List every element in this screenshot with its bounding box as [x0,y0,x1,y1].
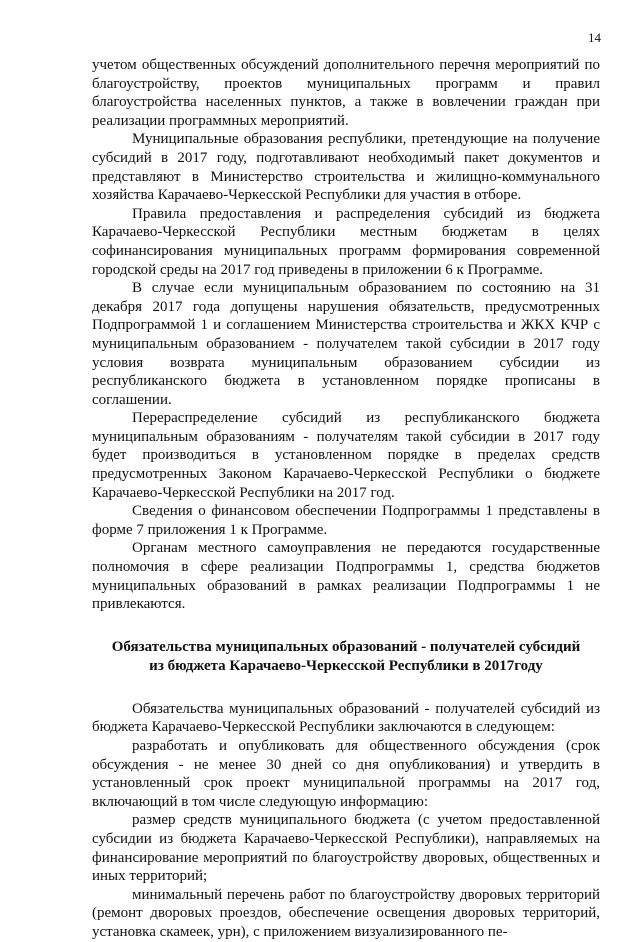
paragraph: Органам местного самоуправления не передаются государственные полномочия в сфере реализации Подпрограммы 1, средства бюджетов муниципальных образований в рамках реализации Подпрограммы 1 не привлекаются. [92,540,600,613]
section-heading-line: Обязательства муниципальных образований - получателей субсидий [111,638,581,655]
paragraph: Обязательства муниципальных образований - получателей субсидий из бюджета Карачаево-Черкесской Республики заключаются в следующем: [92,700,600,736]
paragraph: Правила предоставления и распределения субсидий из бюджета Карачаево-Черкесской Республики местным бюджетам в целях софинансирования муниципальных программ формирования современной городской среды на 2017 год приведены в приложении 6 к Программе. [92,205,600,278]
paragraph: В случае если муниципальным образованием по состоянию на 31 декабря 2017 года допущены нарушения обязательств, предусмотренных Подпрограммой 1 и соглашением Министерства строительства и ЖКХ КЧР с муниципальным образованием - получателем такой субсидии в 2017 году условия возврата муниципальным образованием субсидии из республиканского бюджета в установленном порядке прописаны в соглашении. [92,280,600,408]
document-body [92,56,600,942]
paragraph: учетом общественных обсуждений дополнительного перечня мероприятий по благоустройству, проектов муниципальных программ и правил благоустройства населенных пунктов, а также в вовлечении граждан при реализации программных мероприятий. [92,57,600,129]
paragraph: Перераспределение субсидий из республиканского бюджета муниципальным образованиям - получателям такой субсидии в 2017 году будет производиться в установленном порядке в пределах средств предусмотренных Законом Карачаево-Черкесской Республики о бюджете Карачаево-Черкесской Республики на 2017 год. [92,410,600,501]
paragraph: размер средств муниципального бюджета (с учетом предоставленной субсидии из бюджета Карачаево-Черкесской Республики), направляемых на финансирование мероприятий по благоустройству дворовых, общественных и иных территорий; [92,812,600,885]
section-heading [92,638,600,676]
page-number: 14 [588,30,601,45]
paragraph: минимальный перечень работ по благоустройству дворовых территорий (ремонт дворовых проездов, обеспечение освещения дворовых территорий, установка скамеек, урн), с приложением визуализированного пе- [92,886,600,940]
paragraph: разработать и опубликовать для общественного обсуждения (срок обсуждения - не менее 30 дней со дня опубликования) и утвердить в установленный срок проект муниципальной программы на 2017 год, включающий в том числе следующую информацию: [92,738,600,810]
paragraph: Сведения о финансовом обеспечении Подпрограммы 1 представлены в форме 7 приложения 1 к Программе. [92,503,600,538]
section-heading-line: из бюджета Карачаево-Черкесской Республики в 2017году [149,657,543,674]
paragraph: Муниципальные образования республики, претендующие на получение субсидий в 2017 году, подготавливают необходимый пакет документов и представляют в Министерство строительства и жилищно-коммунального хозяйства Карачаево-Черкесской Республики для участия в отборе. [92,131,600,204]
